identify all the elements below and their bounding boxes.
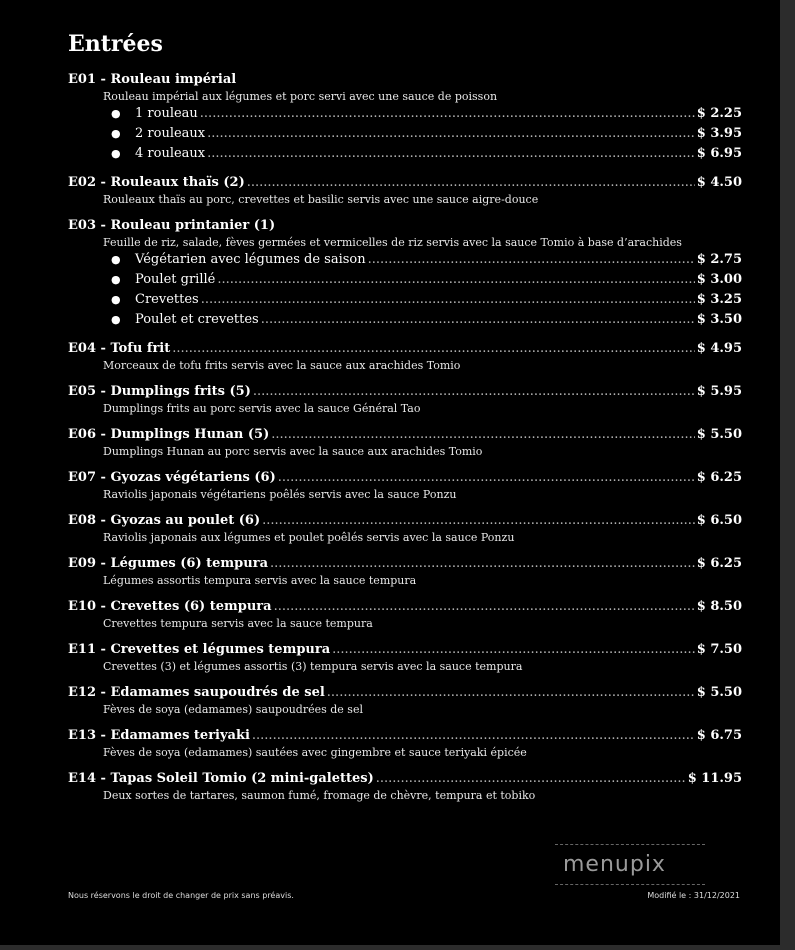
option-price: $ 3.00	[696, 272, 742, 287]
bullet-icon: ●	[111, 313, 121, 326]
menu-item-description: Légumes assortis tempura servis avec la sauce tempura	[103, 574, 417, 587]
menu-item-name: E06 - Dumplings Hunan (5)	[68, 427, 270, 442]
menu-item-name: E05 - Dumplings frits (5)	[68, 384, 251, 399]
menu-item	[68, 683, 742, 717]
menu-item-name: E01 - Rouleau impérial	[68, 72, 237, 87]
menu-item-description: Dumplings Hunan au porc servis avec la sauce aux arachides Tomio	[103, 445, 483, 458]
menu-item	[68, 70, 742, 164]
menu-item-description: Feuille de riz, salade, fèves germées et vermicelles de riz servis avec la sauce Tomio à base d’arachides	[103, 236, 682, 249]
menu-item-header	[68, 640, 742, 659]
dot-leader	[200, 104, 695, 124]
bullet-icon: ●	[111, 127, 121, 140]
menu-item-name: E14 - Tapas Soleil Tomio (2 mini-galettes)	[68, 771, 374, 786]
menu-item-description: Fèves de soya (edamames) sautées avec gingembre et sauce teriyaki épicée	[103, 746, 527, 759]
menu-item-list	[68, 70, 742, 803]
menu-item-header	[68, 597, 742, 616]
menu-item-header	[68, 382, 742, 401]
menu-item-header	[68, 554, 742, 573]
option-price: $ 6.95	[696, 146, 742, 161]
bullet-icon: ●	[111, 293, 121, 306]
menu-item-header	[68, 511, 742, 530]
menu-item-price: $ 6.75	[696, 728, 742, 743]
menu-item-description: Fèves de soya (edamames) saupoudrées de sel	[103, 703, 363, 716]
menu-item-description: Rouleaux thaïs au porc, crevettes et basilic servis avec une sauce aigre-douce	[103, 193, 539, 206]
watermark-logo	[555, 840, 715, 890]
menu-item-price: $ 6.50	[696, 513, 742, 528]
menu-item-description: Crevettes tempura servis avec la sauce tempura	[103, 617, 373, 630]
dot-leader	[253, 382, 695, 401]
menu-item-header	[68, 70, 742, 89]
dot-leader	[376, 769, 686, 788]
option-name: 2 rouleaux	[135, 126, 206, 141]
menu-item-price: $ 7.50	[696, 642, 742, 657]
dot-leader	[247, 173, 695, 192]
menu-item-description: Raviolis japonais aux légumes et poulet poêlés servis avec la sauce Ponzu	[103, 531, 515, 544]
option-name: 4 rouleaux	[135, 146, 206, 161]
menu-item	[68, 640, 742, 674]
menu-item-description: Deux sortes de tartares, saumon fumé, fromage de chèvre, tempura et tobiko	[103, 789, 536, 802]
dot-leader	[271, 425, 695, 444]
bullet-icon: ●	[111, 147, 121, 160]
option-item	[111, 104, 742, 124]
menu-item	[68, 339, 742, 373]
dot-leader	[278, 468, 695, 487]
menu-item	[68, 597, 742, 631]
menu-item-header	[68, 425, 742, 444]
dot-leader	[207, 144, 695, 164]
option-name: 1 rouleau	[135, 106, 198, 121]
menu-item-name: E10 - Crevettes (6) tempura	[68, 599, 272, 614]
menu-item	[68, 173, 742, 207]
watermark-line-top	[555, 844, 705, 845]
option-item	[111, 290, 742, 310]
menu-item-header	[68, 339, 742, 358]
menu-item-header	[68, 468, 742, 487]
menu-item-description: Dumplings frits au porc servis avec la sauce Général Tao	[103, 402, 421, 415]
option-list	[68, 104, 742, 164]
bullet-icon: ●	[111, 273, 121, 286]
page-edge	[780, 0, 795, 950]
menu-item-name: E02 - Rouleaux thaïs (2)	[68, 175, 245, 190]
option-price: $ 2.25	[696, 106, 742, 121]
option-item	[111, 124, 742, 144]
option-name: Poulet et crevettes	[135, 312, 259, 327]
option-list	[68, 250, 742, 330]
modified-date: Modifié le : 31/12/2021	[647, 891, 740, 900]
menu-item-price: $ 5.95	[696, 384, 742, 399]
menu-item-name: E03 - Rouleau printanier (1)	[68, 218, 276, 233]
dot-leader	[368, 250, 695, 270]
dot-leader	[332, 640, 695, 659]
option-name: Poulet grillé	[135, 272, 216, 287]
option-name: Crevettes	[135, 292, 199, 307]
menu-item-price: $ 5.50	[696, 685, 742, 700]
watermark-line-bottom	[555, 884, 705, 885]
bullet-icon: ●	[111, 107, 121, 120]
dot-leader	[172, 339, 695, 358]
menu-item-price: $ 6.25	[696, 556, 742, 571]
dot-leader	[261, 310, 695, 330]
menu-item-price: $ 5.50	[696, 427, 742, 442]
dot-leader	[252, 726, 695, 745]
option-price: $ 2.75	[696, 252, 742, 267]
price-disclaimer: Nous réservons le droit de changer de prix sans préavis.	[68, 891, 294, 900]
menu-item-name: E13 - Edamames teriyaki	[68, 728, 250, 743]
dot-leader	[270, 554, 695, 573]
menu-item	[68, 511, 742, 545]
menu-item-name: E04 - Tofu frit	[68, 341, 171, 356]
page-title: Entrées	[68, 31, 163, 57]
option-item	[111, 144, 742, 164]
menu-item-description: Crevettes (3) et légumes assortis (3) tempura servis avec la sauce tempura	[103, 660, 523, 673]
dot-leader	[217, 270, 694, 290]
dot-leader	[262, 511, 695, 530]
menu-item	[68, 554, 742, 588]
dot-leader	[274, 597, 695, 616]
menu-item-price: $ 11.95	[687, 771, 742, 786]
menu-item-header	[68, 216, 742, 235]
menu-item-header	[68, 726, 742, 745]
menu-item-price: $ 4.50	[696, 175, 742, 190]
page-bottom-edge	[0, 945, 795, 950]
footer	[68, 890, 740, 902]
menu-item	[68, 769, 742, 803]
menu-item-price: $ 6.25	[696, 470, 742, 485]
option-price: $ 3.50	[696, 312, 742, 327]
option-name: Végétarien avec légumes de saison	[135, 252, 366, 267]
dot-leader	[201, 290, 695, 310]
menu-item	[68, 216, 742, 330]
menu-item-name: E09 - Légumes (6) tempura	[68, 556, 268, 571]
option-price: $ 3.25	[696, 292, 742, 307]
option-item	[111, 270, 742, 290]
menu-item-name: E11 - Crevettes et légumes tempura	[68, 642, 331, 657]
menu-item-description: Raviolis japonais végétariens poêlés servis avec la sauce Ponzu	[103, 488, 457, 501]
menu-item-name: E12 - Edamames saupoudrés de sel	[68, 685, 325, 700]
menu-item-description: Morceaux de tofu frits servis avec la sauce aux arachides Tomio	[103, 359, 461, 372]
menu-item	[68, 425, 742, 459]
option-item	[111, 250, 742, 270]
menu-item-price: $ 4.95	[696, 341, 742, 356]
dot-leader	[327, 683, 695, 702]
menu-item	[68, 726, 742, 760]
bullet-icon: ●	[111, 253, 121, 266]
option-item	[111, 310, 742, 330]
menu-item-price: $ 8.50	[696, 599, 742, 614]
menu-item	[68, 468, 742, 502]
menu-item-header	[68, 173, 742, 192]
menu-item-header	[68, 769, 742, 788]
menu-item-name: E08 - Gyozas au poulet (6)	[68, 513, 261, 528]
dot-leader	[207, 124, 695, 144]
menu-item-name: E07 - Gyozas végétariens (6)	[68, 470, 276, 485]
menu-item	[68, 382, 742, 416]
menu-item-description: Rouleau impérial aux légumes et porc servi avec une sauce de poisson	[103, 90, 498, 103]
menu-item-header	[68, 683, 742, 702]
watermark-text: menupix	[563, 852, 666, 877]
option-price: $ 3.95	[696, 126, 742, 141]
